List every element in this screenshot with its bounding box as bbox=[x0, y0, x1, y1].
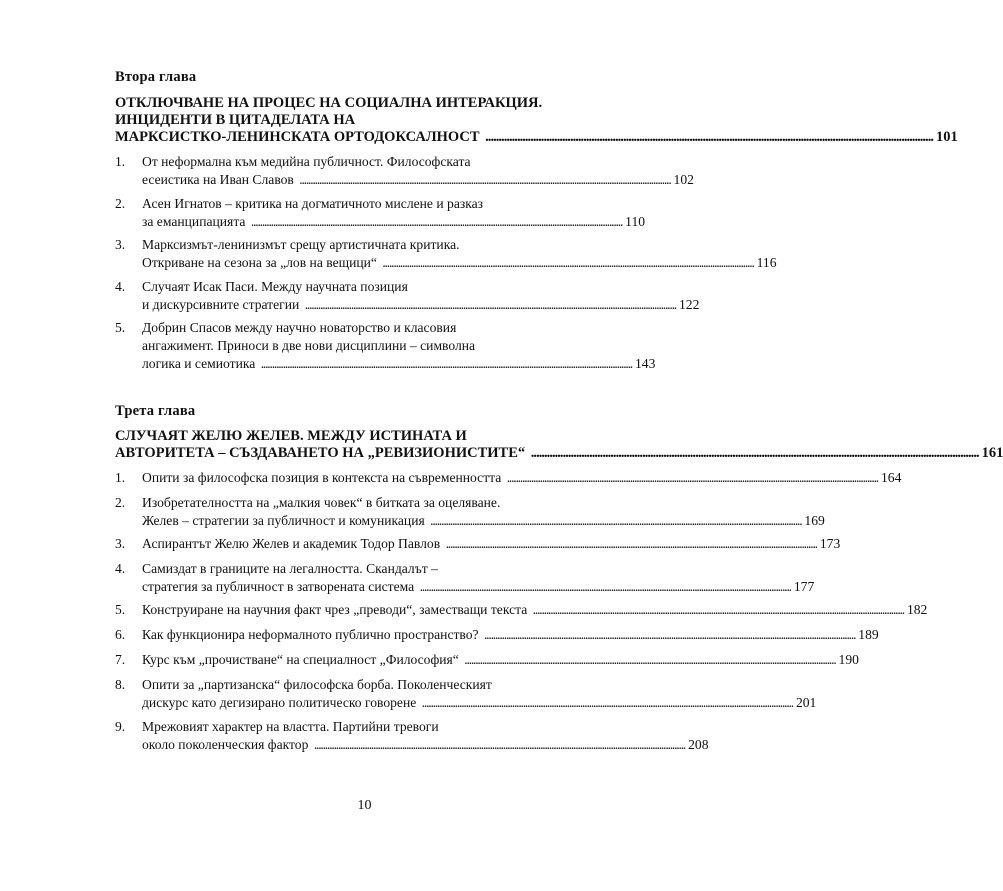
chapter-title-line: МАРКСИСТКО-ЛЕНИНСКАТА ОРТОДОКСАЛНОСТ bbox=[115, 129, 480, 145]
entry-last-line bbox=[142, 736, 709, 754]
toc-entry bbox=[115, 560, 815, 596]
page-number: 10 bbox=[357, 798, 372, 813]
entry-line: Конструиране на научния факт чрез „преводи“, заместващи текста bbox=[142, 602, 528, 617]
chapter-title-line: ОТКЛЮЧВАНЕ НА ПРОЦЕС НА СОЦИАЛНА ИНТЕРАКЦИЯ. bbox=[115, 95, 543, 111]
entry-line: Мрежовият характер на властта. Партийни тревоги bbox=[142, 719, 439, 734]
chapter-title-last-line bbox=[115, 129, 958, 146]
entry-line: Изобретателността на „малкия човек“ в битката за оцеляване. bbox=[142, 495, 501, 510]
chapter-title bbox=[115, 95, 958, 146]
dot-leader bbox=[422, 695, 793, 710]
entry-line: стратегия за публичност в затворената система bbox=[142, 579, 415, 594]
toc-entry bbox=[115, 718, 709, 754]
dot-leader bbox=[531, 445, 979, 461]
page-ref: 116 bbox=[756, 255, 777, 270]
page-ref: 173 bbox=[819, 536, 841, 551]
page-ref: 177 bbox=[793, 579, 815, 594]
entry-line: Марксизмът-ленинизмът срещу артистичната критика. bbox=[142, 237, 460, 252]
page-ref: 161 bbox=[981, 445, 1003, 461]
entry-last-line bbox=[142, 512, 825, 530]
toc-entry bbox=[115, 601, 928, 619]
entry-last-line bbox=[142, 535, 841, 553]
dot-leader bbox=[464, 652, 835, 667]
entry-line: От неформална към медийна публичност. Философската bbox=[142, 154, 471, 169]
entry-line: Желев – стратегии за публичност и комуникация bbox=[142, 513, 425, 528]
entry-last-line bbox=[142, 601, 928, 619]
entry-number: 2. bbox=[115, 495, 126, 510]
entry-number: 6. bbox=[115, 627, 126, 642]
entry-last-line bbox=[142, 626, 879, 644]
page-ref: 169 bbox=[804, 513, 825, 528]
dot-leader bbox=[299, 172, 670, 187]
entry-number: 5. bbox=[115, 320, 126, 335]
entry-line: за еманципацията bbox=[142, 214, 246, 229]
page-ref: 110 bbox=[625, 214, 646, 229]
toc-entry bbox=[115, 278, 700, 314]
toc-entry bbox=[115, 494, 825, 530]
dot-leader bbox=[507, 470, 878, 485]
toc-entry bbox=[115, 319, 656, 373]
dot-leader bbox=[420, 579, 791, 594]
dot-leader bbox=[484, 627, 855, 642]
entry-line: Аспирантът Желю Желев и академик Тодор Павлов bbox=[142, 536, 441, 551]
dot-leader bbox=[430, 513, 801, 528]
entry-number: 2. bbox=[115, 196, 126, 211]
entry-last-line bbox=[142, 254, 777, 272]
page-ref: 182 bbox=[906, 602, 928, 617]
entry-number: 1. bbox=[115, 470, 126, 485]
entry-line: около поколенческия фактор bbox=[142, 737, 309, 752]
entry-last-line bbox=[142, 651, 859, 669]
entry-number: 4. bbox=[115, 279, 126, 294]
entry-line: дискурс като дегизирано политическо говорене bbox=[142, 695, 417, 710]
toc-entry bbox=[115, 676, 817, 712]
entry-line: Опити за „партизанска“ философска борба. Поколенческият bbox=[142, 677, 492, 692]
chapter-title-last-line bbox=[115, 445, 1003, 462]
page-ref: 143 bbox=[635, 356, 656, 371]
toc-entry bbox=[115, 195, 646, 231]
dot-leader bbox=[314, 737, 685, 752]
entry-number: 8. bbox=[115, 677, 126, 692]
entry-number: 3. bbox=[115, 536, 126, 551]
entry-line: Асен Игнатов – критика на догматичното мислене и разказ bbox=[142, 196, 484, 211]
page-ref: 189 bbox=[858, 627, 879, 642]
entry-line: Добрин Спасов между научно новаторство и класовия bbox=[142, 320, 457, 335]
entry-last-line bbox=[142, 694, 817, 712]
entry-number: 5. bbox=[115, 602, 126, 617]
chapter-title-line: СЛУЧАЯТ ЖЕЛЮ ЖЕЛЕВ. МЕЖДУ ИСТИНАТА И bbox=[115, 428, 467, 444]
entry-line: Самиздат в границите на легалността. Скандалът – bbox=[142, 561, 438, 576]
toc-entry bbox=[115, 651, 859, 669]
entry-last-line bbox=[142, 171, 694, 189]
entry-last-line bbox=[142, 578, 815, 596]
page-ref: 101 bbox=[936, 129, 958, 145]
entry-line: Курс към „прочистване“ на специалност „Философия“ bbox=[142, 652, 459, 667]
page-ref: 190 bbox=[838, 652, 859, 667]
toc-entry bbox=[115, 153, 694, 189]
entry-last-line bbox=[142, 355, 656, 373]
toc-entry bbox=[115, 535, 841, 553]
chapter-label: Трета глава bbox=[115, 403, 196, 419]
dot-leader bbox=[533, 602, 904, 617]
page-ref: 208 bbox=[688, 737, 709, 752]
entry-line: логика и семиотика bbox=[142, 356, 256, 371]
entry-line: Как функционира неформалното публично пространство? bbox=[142, 627, 479, 642]
chapter-title bbox=[115, 428, 1003, 462]
dot-leader bbox=[446, 536, 817, 551]
chapter-label: Втора глава bbox=[115, 69, 197, 85]
page-ref: 201 bbox=[795, 695, 817, 710]
entry-line: Случаят Исак Паси. Между научната позиция bbox=[142, 279, 408, 294]
entry-number: 1. bbox=[115, 154, 126, 169]
chapter-title-line: ИНЦИДЕНТИ В ЦИТАДЕЛАТА НА bbox=[115, 112, 356, 128]
entry-line: ангажимент. Приноси в две нови дисциплини – символна bbox=[142, 338, 476, 353]
chapter-title-line: АВТОРИТЕТА – СЪЗДАВАНЕТО НА „РЕВИЗИОНИСТИТЕ“ bbox=[115, 445, 526, 461]
entry-number: 9. bbox=[115, 719, 126, 734]
entry-line: и дискурсивните стратегии bbox=[142, 297, 300, 312]
entry-number: 4. bbox=[115, 561, 126, 576]
entry-last-line bbox=[142, 296, 700, 314]
toc-entry bbox=[115, 626, 879, 644]
page-ref: 102 bbox=[673, 172, 694, 187]
dot-leader bbox=[251, 214, 622, 229]
entry-last-line bbox=[142, 213, 646, 231]
entry-last-line bbox=[142, 469, 902, 487]
dot-leader bbox=[305, 297, 676, 312]
entry-line: есеистика на Иван Славов bbox=[142, 172, 294, 187]
dot-leader bbox=[382, 255, 753, 270]
page-ref: 164 bbox=[880, 470, 902, 485]
entry-line: Опити за философска позиция в контекста на съвременността bbox=[142, 470, 502, 485]
entry-number: 7. bbox=[115, 652, 126, 667]
entry-number: 3. bbox=[115, 237, 126, 252]
dot-leader bbox=[261, 356, 632, 371]
toc-entry bbox=[115, 236, 777, 272]
entry-line: Откриване на сезона за „лов на вещици“ bbox=[142, 255, 377, 270]
dot-leader bbox=[485, 129, 933, 145]
page-ref: 122 bbox=[678, 297, 700, 312]
toc-entry bbox=[115, 469, 902, 487]
